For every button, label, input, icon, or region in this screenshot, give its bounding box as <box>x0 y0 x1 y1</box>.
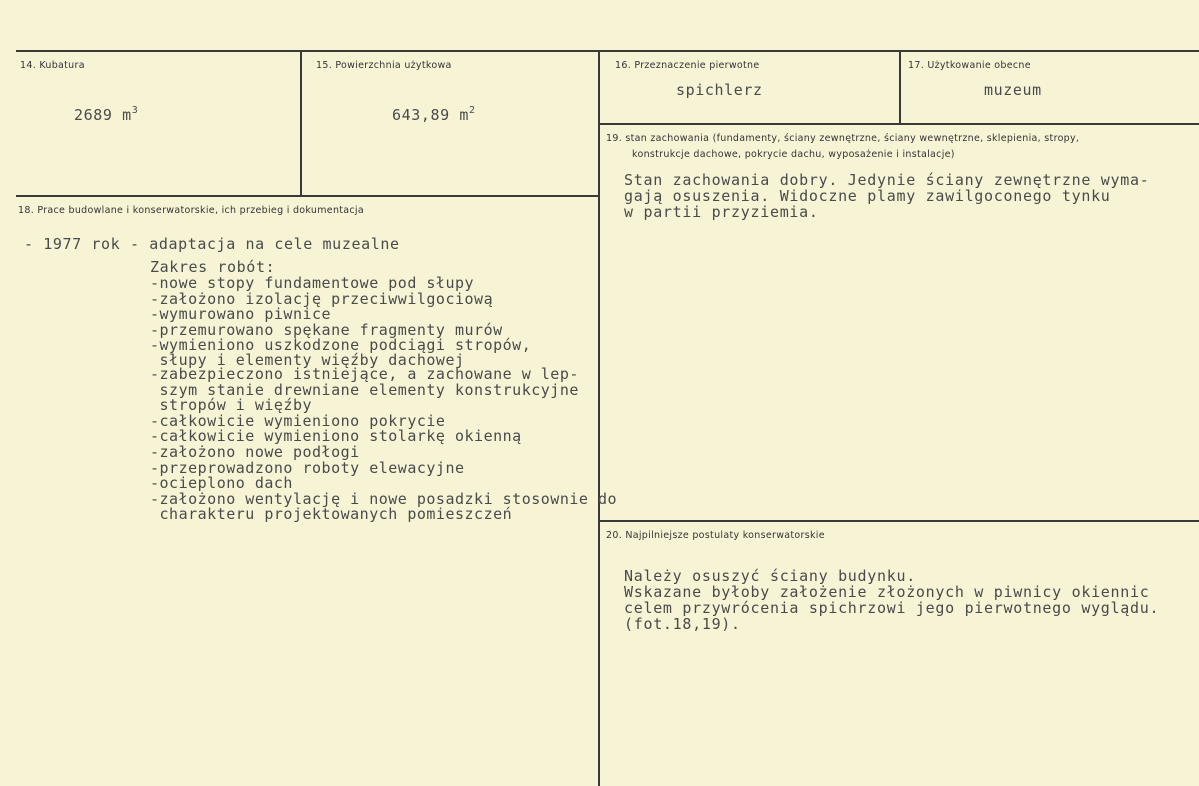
field-18-work-list <box>150 276 617 523</box>
field-15-value: 643,89 $m^2$ <box>392 105 476 124</box>
list-item: -założono nowe podłogi <box>150 442 360 461</box>
list-item: -przeprowadzono roboty elewacyjne <box>150 458 465 477</box>
list-item: -przemurowano spękane fragmenty murów <box>150 320 503 339</box>
field-19-label-line1: 19. stan zachowania (fundamenty, ściany zewnętrzne, ściany wewnętrzne, sklepienia, stropy, <box>606 133 1080 144</box>
list-item: -ocieplono dach <box>150 474 293 493</box>
text-line: Wskazane byłoby założenie złożonych w piwnicy okiennic <box>624 583 1150 601</box>
list-item: szym stanie drewniane elementy konstrukcyjne <box>150 380 579 399</box>
field-14-value: 2689 $m^3$ <box>74 105 139 124</box>
list-item: -wymurowano piwnice <box>150 305 332 324</box>
field-18-scope-title: Zakres robót: <box>150 258 276 276</box>
field-17-value: muzeum <box>984 81 1042 99</box>
field-15-label: 15. Powierzchnia użytkowa <box>316 60 452 71</box>
field-16-value: spichlerz <box>676 81 763 99</box>
list-item: -nowe stopy fundamentowe pod słupy <box>150 274 475 292</box>
text-line: w partii przyziemia. <box>624 203 819 221</box>
list-item: słupy i elementy więźby dachowej <box>150 350 465 369</box>
text-line: Należy osuszyć ściany budynku. <box>624 567 916 585</box>
field-14-label: 14. Kubatura <box>20 60 85 71</box>
list-item: -założono wentylację i nowe posadzki stosownie do <box>150 489 618 508</box>
text-line: gają osuszenia. Widoczne plamy zawilgoconego tynku <box>624 187 1111 205</box>
field-19-text <box>624 172 1149 220</box>
text-line: (fot.18,19). <box>624 615 741 633</box>
field-18-label: 18. Prace budowlane i konserwatorskie, ich przebieg i dokumentacja <box>18 205 364 216</box>
list-item: charakteru projektowanych pomieszczeń <box>150 505 513 524</box>
list-item: stropów i więźby <box>150 396 313 415</box>
text-line: celem przywrócenia spichrzowi jego pierwotnego wyglądu. <box>624 599 1160 617</box>
row-divider-line <box>598 520 1199 522</box>
field-19-label-line2: konstrukcje dachowe, pokrycie dachu, wyposażenie i instalacje) <box>632 149 955 160</box>
list-item: -wymieniono uszkodzone podciągi stropów, <box>150 336 532 355</box>
field-20-label: 20. Najpilniejsze postulaty konserwatorskie <box>606 530 825 541</box>
field-16-label: 16. Przeznaczenie pierwotne <box>615 60 760 71</box>
list-item: -całkowicie wymieniono pokrycie <box>150 411 446 430</box>
column-divider-line <box>899 50 901 124</box>
list-item: -zabezpieczono istniejące, a zachowane w lep- <box>150 364 579 383</box>
field-17-label: 17. Użytkowanie obecne <box>908 60 1031 71</box>
text-line: Stan zachowania dobry. Jedynie ściany zewnętrzne wyma- <box>624 171 1150 189</box>
top-border-line <box>16 50 1199 52</box>
field-20-text <box>624 568 1159 632</box>
list-item: -całkowicie wymieniono stolarkę okienną <box>150 427 522 446</box>
list-item: -założono izolację przeciwwilgociową <box>150 289 494 308</box>
row-divider-line <box>16 195 600 197</box>
column-divider-line <box>300 50 302 196</box>
field-18-intro: - 1977 rok - adaptacja na cele muzealne <box>24 235 400 253</box>
